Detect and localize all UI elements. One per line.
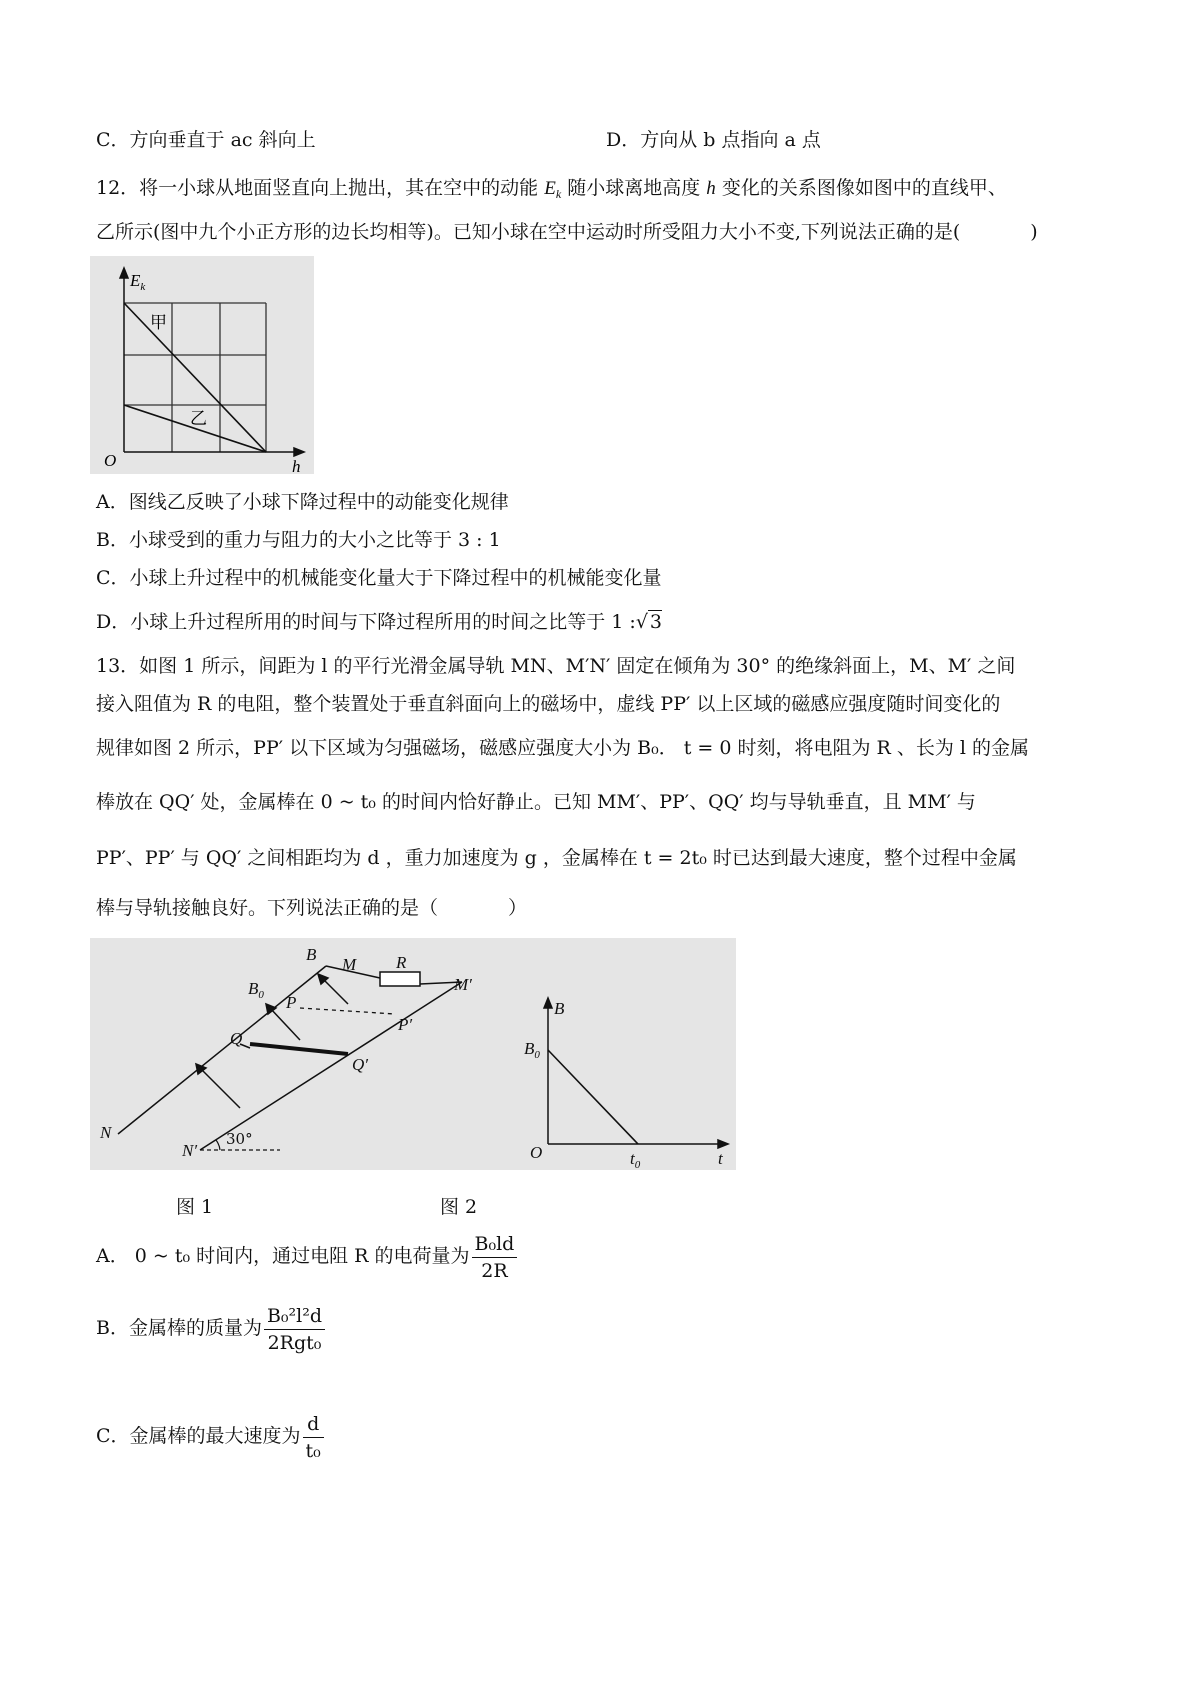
q12-y-axis-label: $E_k$	[130, 271, 146, 293]
q13-label-mprime: M′	[454, 975, 472, 994]
q12-stem-line1	[96, 176, 1007, 206]
q13-option-b	[96, 1300, 325, 1356]
q12-paren-close: )	[1030, 221, 1038, 243]
q13-option-a-fraction	[472, 1231, 518, 1284]
q13-stem-line3: 规律如图 2 所示，PP′ 以下区域为匀强磁场，磁感应强度大小为 B₀． t = 0 时刻，将电阻为 R 、长为 l 的金属	[96, 737, 1030, 759]
q13-fig2-y-axis: B	[554, 999, 565, 1018]
q12-ek-h-graph	[90, 256, 314, 474]
q12-stem-line2	[96, 220, 1038, 244]
q12-ek-symbol: $E_k$	[544, 178, 562, 201]
q13-label-b: B	[306, 945, 317, 964]
q12-label-yi: 乙	[190, 409, 207, 429]
q13-caption-fig2: 图 2	[440, 1196, 478, 1218]
q12-option-b: B．小球受到的重力与阻力的大小之比等于 3 : 1	[96, 529, 501, 551]
q13-label-n: N	[100, 1123, 112, 1142]
q13-option-a-text: A． 0 ~ t₀ 时间内，通过电阻 R 的电荷量为	[96, 1245, 470, 1267]
q13-label-m: M	[342, 955, 357, 974]
q13-resistor	[380, 972, 420, 986]
q11-option-d: D．方向从 b 点指向 a 点	[606, 129, 821, 151]
q12-axes	[120, 268, 304, 456]
q13-label-q: Q	[230, 1029, 243, 1048]
q12-stem-part3: 变化的关系图像如图中的直线甲、	[721, 177, 1007, 199]
q13-label-b0: $B_0$	[248, 979, 264, 1001]
q13-option-b-fraction	[264, 1303, 325, 1356]
q13-option-b-num: B₀²l²d	[264, 1303, 325, 1330]
q13-label-p: P	[286, 993, 297, 1012]
q12-stem-part4: 乙所示(图中九个小正方形的边长均相等)。已知小球在空中运动时所受阻力大小不变,下列说法正确的是(	[96, 221, 961, 243]
q13-fig2-line	[548, 1050, 638, 1144]
q13-option-c-den: t₀	[305, 1439, 321, 1462]
q13-label-nprime: N′	[182, 1141, 198, 1160]
q12-figure	[90, 256, 314, 474]
q13-figure-svg	[90, 938, 736, 1170]
q13-option-c-text: C．金属棒的最大速度为	[96, 1425, 301, 1447]
q13-label-qprime: Q′	[352, 1055, 368, 1074]
q13-stem-line1: 13．如图 1 所示，间距为 l 的平行光滑金属导轨 MN、M′N′ 固定在倾角为 30° 的绝缘斜面上，M、M′ 之间	[96, 655, 1016, 677]
q13-metal-rod	[250, 1044, 348, 1054]
q12-label-jia: 甲	[150, 313, 167, 333]
q12-x-axis-label: h	[292, 457, 301, 474]
q13-option-a-den: 2R	[481, 1259, 508, 1282]
q12-stem-part2: 随小球离地高度	[567, 177, 701, 199]
q13-fig2-origin: O	[530, 1143, 543, 1162]
q12-option-a: A．图线乙反映了小球下降过程中的动能变化规律	[96, 491, 509, 513]
q13-option-a	[96, 1230, 517, 1284]
q13-option-c	[96, 1408, 324, 1464]
q12-line-jia	[124, 303, 266, 452]
q13-fig2-x-tick: $t_0$	[630, 1149, 641, 1170]
q12-option-d-sqrt: 3	[649, 611, 663, 633]
q13-option-c-fraction	[303, 1411, 324, 1464]
q13-field-arrows	[196, 974, 348, 1108]
q13-stem-line4: 棒放在 QQ′ 处，金属棒在 0 ~ t₀ 的时间内恰好静止。已知 MM′、PP′、QQ′ 均与导轨垂直，且 MM′ 与	[96, 791, 976, 813]
q12-stem-part1: 12．将一小球从地面竖直向上抛出，其在空中的动能	[96, 177, 539, 199]
q13-stem-line6	[96, 896, 527, 920]
q13-angle-arc	[216, 1140, 220, 1150]
q13-caption-fig1: 图 1	[176, 1196, 214, 1218]
q13-stem-line2: 接入阻值为 R 的电阻，整个装置处于垂直斜面向上的磁场中，虚线 PP′ 以上区域的磁感应强度随时间变化的	[96, 693, 1001, 715]
q13-option-b-den: 2Rgt₀	[267, 1331, 322, 1354]
q11-option-c: C．方向垂直于 ac 斜向上	[96, 129, 316, 151]
q13-dashed-pp	[300, 1008, 395, 1014]
q13-option-a-num: B₀ld	[472, 1231, 518, 1258]
q13-fig2-x-axis: t	[718, 1149, 723, 1168]
q13-fig2-y-tick: $B_0$	[524, 1039, 540, 1061]
q13-label-pprime: P′	[398, 1015, 413, 1034]
q13-paren-close: ）	[508, 897, 528, 919]
q13-label-r: R	[396, 953, 407, 972]
q13-fig2-axes	[544, 998, 728, 1148]
q13-stem-line5: PP′、PP′ 与 QQ′ 之间相距均为 d ，重力加速度为 g ，金属棒在 t = 2t₀ 时已达到最大速度，整个过程中金属	[96, 847, 1017, 869]
q12-option-d-text: D．小球上升过程所用的时间与下降过程所用的时间之比等于 1 :	[96, 611, 636, 633]
q13-stem-part6: 棒与导轨接触良好。下列说法正确的是（	[96, 897, 439, 919]
q13-option-b-text: B．金属棒的质量为	[96, 1317, 262, 1339]
q12-option-d: D．小球上升过程所用的时间与下降过程所用的时间之比等于 1 :√ 3	[96, 611, 663, 633]
q12-origin-label: O	[104, 451, 117, 470]
q12-h-symbol: h	[706, 178, 716, 199]
q12-option-c: C．小球上升过程中的机械能变化量大于下降过程中的机械能变化量	[96, 567, 662, 589]
q13-option-c-num: d	[303, 1411, 324, 1438]
q13-figures	[90, 938, 736, 1170]
q13-angle-label: 30°	[226, 1130, 253, 1148]
